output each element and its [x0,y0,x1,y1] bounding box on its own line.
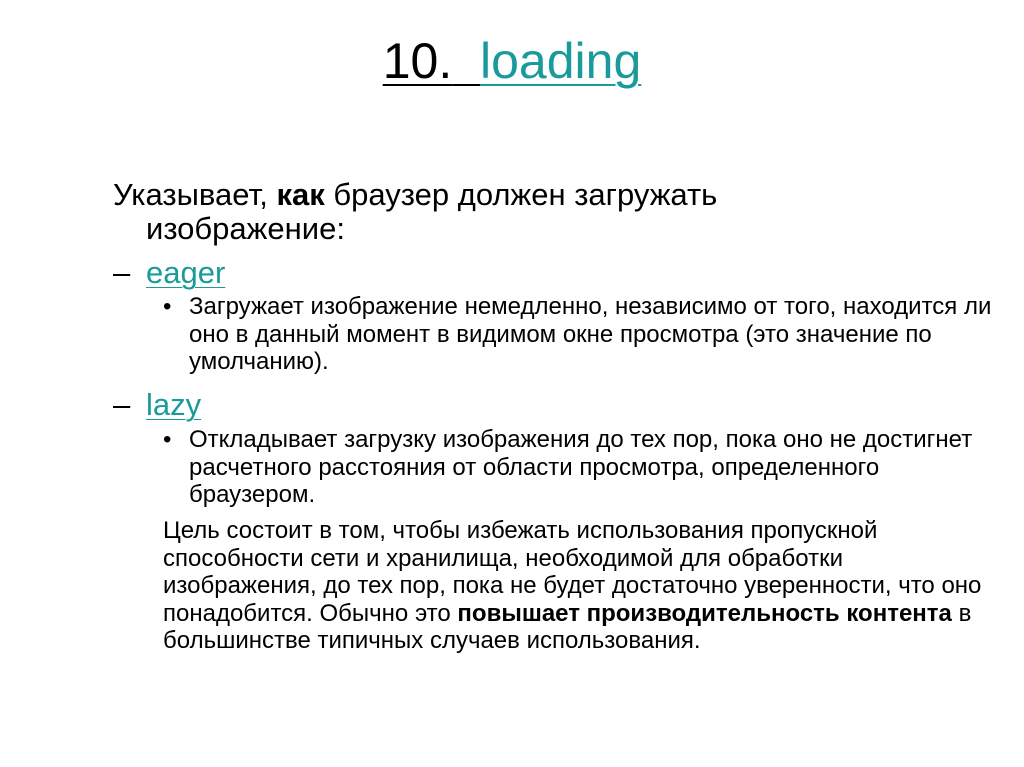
option-lazy [113,388,201,422]
lazy-description-text: Откладывает загрузку изображения до тех пор, пока оно не достигнет расчетного расстояния от области просмотра, определенного браузером. [189,426,973,508]
title-number: 10. [382,33,453,89]
dash-marker: – [113,255,131,290]
title-keyword-link[interactable]: loading [480,33,642,89]
title-gap [452,33,480,89]
explanation-paragraph [163,517,983,655]
bullet-marker: • [163,426,172,453]
lazy-link[interactable]: lazy [146,387,202,422]
bullet-marker: • [163,293,172,320]
eager-description [163,293,1009,376]
paragraph-bold: повышает производительность контента [457,599,952,627]
eager-description-text: Загружает изображение немедленно, независимо от того, находится ли оно в данный момент в видимом окне просмотра (это значение по умолчанию). [189,293,992,375]
dash-marker: – [113,387,131,422]
paragraph-after: в большинстве типичных случаев использования. [163,599,972,654]
intro-bold: как [276,177,325,212]
eager-link[interactable]: eager [146,255,226,290]
lazy-description [163,426,1009,509]
slide-title [0,26,1024,96]
intro-suffix: браузер должен загружать изображение: [146,177,718,246]
option-eager [113,256,225,290]
intro-prefix: Указывает, [113,177,277,212]
paragraph-before: Цель состоит в том, чтобы избежать использования пропускной способности сети и хранилища, необходимой для обработки изображения, до тех пор, пока не будет достаточно уверенности, что оно понадобится. Обычно это [163,517,982,627]
intro-text [113,178,866,246]
